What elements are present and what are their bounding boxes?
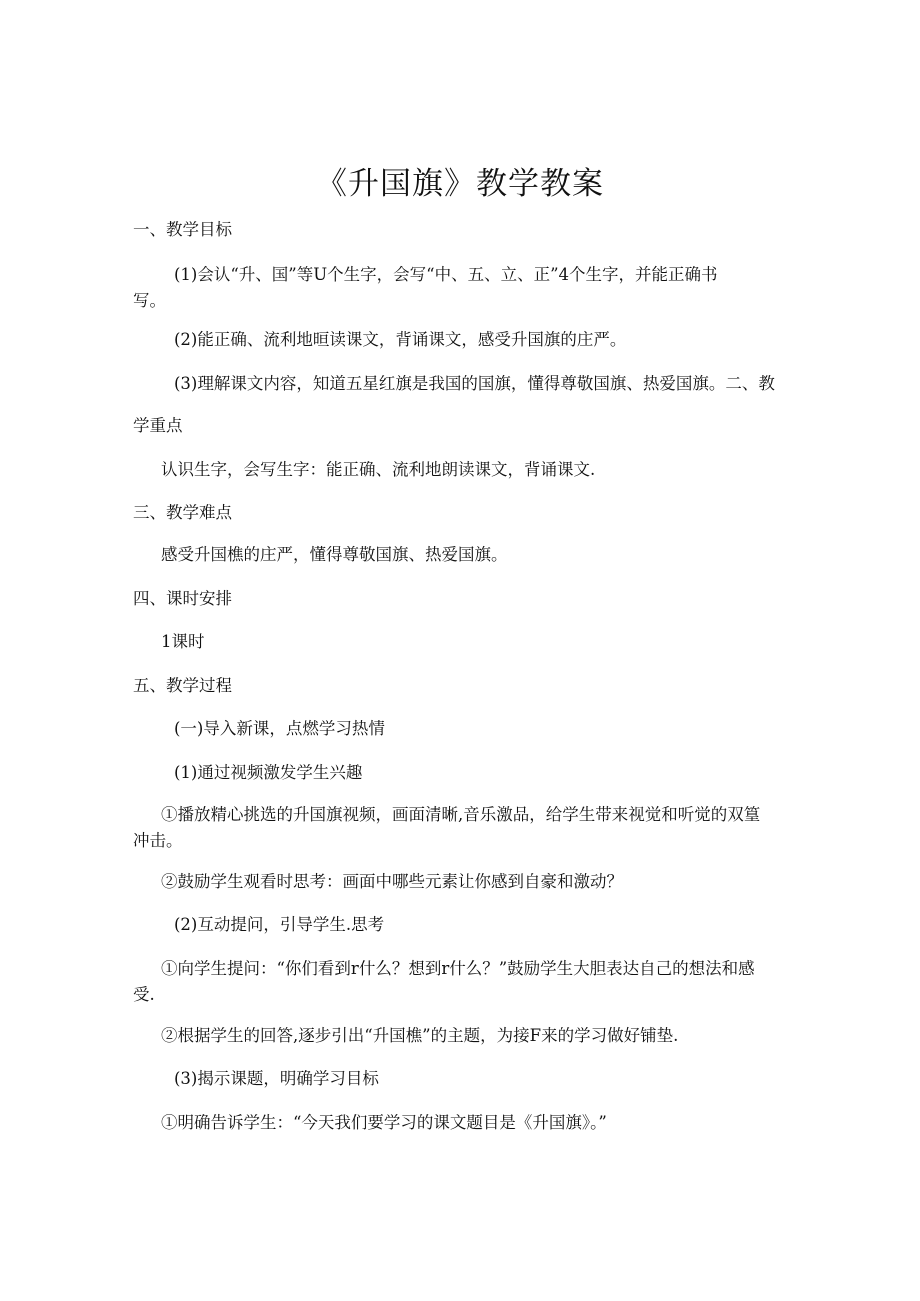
goal-1-line-2: 写。 xyxy=(133,291,166,310)
goal-1-line-1: (1)会认“升、国”等U个生字，会写“中、五、立、正”4个生字，并能正确书 xyxy=(174,265,718,284)
step-1-item-a-line-2: 冲击。 xyxy=(133,831,183,850)
process-step-1: (1)通过视频激发学生兴趣 xyxy=(174,763,363,782)
section-heading-process: 五、教学过程 xyxy=(133,676,232,695)
section-heading-hours: 四、课时安排 xyxy=(133,589,232,608)
step-2-item-a-line-2: 受. xyxy=(133,985,155,1004)
goal-3-line-1: (3)理解课文内容，知道五星红旗是我国的国旗，懂得尊敬国旗、热爱国旗。二、教 xyxy=(174,374,775,393)
goal-2: (2)能正确、流利地晅读课文，背诵课文，感受升国旗的庄严。 xyxy=(174,330,627,349)
step-2-item-b: ②根据学生的回答,逐步引出“升国樵”的主题，为接F来的学习做好铺垫. xyxy=(161,1026,679,1045)
step-1-item-b: ②鼓励学生观看时思考：画面中哪些元素让你感到自豪和激动？ xyxy=(161,872,623,891)
key-points: 认识生字，会写生字：能正确、流利地朗读课文，背诵课文. xyxy=(161,460,596,479)
process-step-3: (3)揭示课题，明确学习目标 xyxy=(174,1069,379,1088)
process-step-2: (2)互动提问，引导学生.思考 xyxy=(174,915,385,934)
step-2-item-a-line-1: ①向学生提问：“你们看到r什么？想到r什么？”鼓励学生大胆表达自己的想法和感 xyxy=(161,959,755,978)
goal-3-line-2: 学重点 xyxy=(133,416,183,435)
section-heading-goals: 一、教学目标 xyxy=(133,220,232,239)
hours-text: 1课时 xyxy=(161,632,205,651)
difficulty-text: 感受升国樵的庄严，懂得尊敬国旗、热爱国旗。 xyxy=(161,545,508,564)
section-heading-difficulty: 三、教学难点 xyxy=(133,503,232,522)
document-title: 《升国旗》教学教案 xyxy=(316,166,604,202)
step-3-item-a: ①明确告诉学生：“今天我们要学习的课文题目是《升国旗》。” xyxy=(161,1113,607,1132)
process-intro: (一)导入新课，点燃学习热情 xyxy=(174,719,385,738)
step-1-item-a-line-1: ①播放精心挑选的升国旗视频，画面清晰,音乐激品，给学生带来视觉和听觉的双篁 xyxy=(161,805,761,824)
